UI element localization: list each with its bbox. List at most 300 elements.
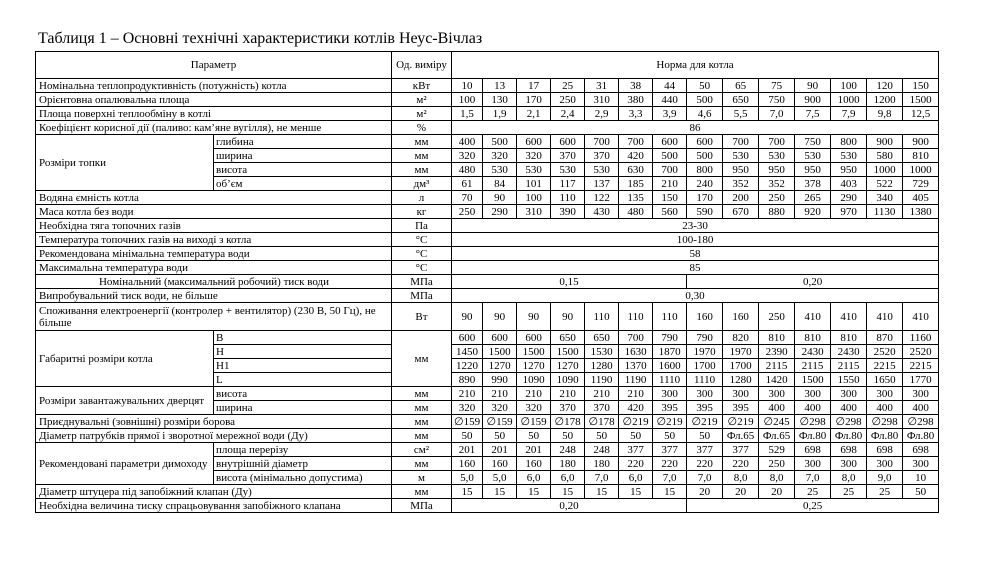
value-cell: 13 — [483, 79, 517, 93]
value-cell: 1,5 — [452, 107, 483, 121]
value-cell: 6,0 — [551, 471, 585, 485]
value-cell: 1500 — [517, 345, 551, 359]
value-cell: 320 — [452, 401, 483, 415]
table-row — [36, 331, 939, 345]
param-label: Номінальна теплопродуктивність (потужність) котла — [36, 79, 392, 93]
value-cell: 25 — [867, 485, 903, 499]
value-cell: 7,0 — [759, 107, 795, 121]
value-cell: 170 — [687, 191, 723, 205]
value-cell: 320 — [517, 401, 551, 415]
table-row — [36, 191, 939, 205]
param-sub-label: B — [214, 331, 392, 345]
value-cell: 1090 — [517, 373, 551, 387]
value-cell: 2430 — [795, 345, 831, 359]
value-cell: 395 — [723, 401, 759, 415]
table-row — [36, 303, 939, 331]
value-cell: 2115 — [759, 359, 795, 373]
value-cell: 160 — [483, 457, 517, 471]
value-cell: ∅219 — [687, 415, 723, 429]
value-cell: 530 — [585, 163, 619, 177]
value-cell: 1380 — [903, 205, 939, 219]
value-cell: 1600 — [653, 359, 687, 373]
value-cell: 2215 — [903, 359, 939, 373]
value-cell: 370 — [585, 401, 619, 415]
value-cell: 90 — [551, 303, 585, 331]
value-cell: 650 — [585, 331, 619, 345]
merged-value-cell: 0,20 — [452, 499, 687, 513]
value-cell: 650 — [551, 331, 585, 345]
param-sub-label: H1 — [214, 359, 392, 373]
value-cell: ∅219 — [619, 415, 653, 429]
value-cell: 300 — [867, 387, 903, 401]
value-cell: 50 — [517, 429, 551, 443]
value-cell: 100 — [517, 191, 551, 205]
table-row — [36, 443, 939, 457]
table-row — [36, 485, 939, 499]
value-cell: 2520 — [903, 345, 939, 359]
value-cell: 75 — [759, 79, 795, 93]
value-cell: 220 — [619, 457, 653, 471]
value-cell: 6,0 — [517, 471, 551, 485]
value-cell: 1280 — [723, 373, 759, 387]
value-cell: 790 — [653, 331, 687, 345]
value-cell: 50 — [452, 429, 483, 443]
value-cell: 400 — [831, 401, 867, 415]
value-cell: 900 — [795, 93, 831, 107]
value-cell: 600 — [452, 331, 483, 345]
value-cell: 100 — [452, 93, 483, 107]
param-sub-label: висота — [214, 163, 392, 177]
value-cell: 15 — [585, 485, 619, 499]
value-cell: 630 — [619, 163, 653, 177]
value-cell: 1970 — [723, 345, 759, 359]
value-cell: 17 — [517, 79, 551, 93]
value-cell: 1630 — [619, 345, 653, 359]
value-cell: 101 — [517, 177, 551, 191]
value-cell: 480 — [452, 163, 483, 177]
value-cell: 440 — [653, 93, 687, 107]
value-cell: 50 — [551, 429, 585, 443]
value-cell: 870 — [867, 331, 903, 345]
value-cell: 110 — [551, 191, 585, 205]
value-cell: 950 — [759, 163, 795, 177]
param-sub-label: глибина — [214, 135, 392, 149]
value-cell: 90 — [483, 191, 517, 205]
unit-cell: дм³ — [392, 177, 452, 191]
merged-value-cell: 86 — [452, 121, 939, 135]
value-cell: 1500 — [795, 373, 831, 387]
unit-cell: °С — [392, 247, 452, 261]
value-cell: 1500 — [551, 345, 585, 359]
param-sub-label: ширина — [214, 149, 392, 163]
value-cell: 1200 — [867, 93, 903, 107]
value-cell: 403 — [831, 177, 867, 191]
value-cell: 300 — [867, 457, 903, 471]
value-cell: 600 — [687, 135, 723, 149]
unit-cell: м — [392, 471, 452, 485]
value-cell: 38 — [619, 79, 653, 93]
value-cell: 135 — [619, 191, 653, 205]
param-label: Площа поверхні теплообміну в котлі — [36, 107, 392, 121]
unit-cell: МПа — [392, 499, 452, 513]
table-row — [36, 387, 939, 401]
value-cell: 300 — [723, 387, 759, 401]
value-cell: 44 — [653, 79, 687, 93]
value-cell: 600 — [517, 331, 551, 345]
param-group-label: Рекомендовані параметри димоходу — [36, 443, 214, 485]
merged-value-cell: 0,20 — [687, 275, 939, 289]
value-cell: 377 — [723, 443, 759, 457]
value-cell: 522 — [867, 177, 903, 191]
value-cell: 300 — [795, 457, 831, 471]
value-cell: 210 — [452, 387, 483, 401]
value-cell: 185 — [619, 177, 653, 191]
param-label: Максимальна температура води — [36, 261, 392, 275]
value-cell: ∅298 — [831, 415, 867, 429]
value-cell: 300 — [687, 387, 723, 401]
value-cell: 790 — [687, 331, 723, 345]
value-cell: 990 — [483, 373, 517, 387]
unit-cell: мм — [392, 485, 452, 499]
value-cell: 370 — [551, 401, 585, 415]
value-cell: 1000 — [867, 163, 903, 177]
value-cell: 700 — [619, 135, 653, 149]
param-group-label: Розміри топки — [36, 135, 214, 191]
value-cell: 410 — [831, 303, 867, 331]
value-cell: 380 — [619, 93, 653, 107]
value-cell: 50 — [483, 429, 517, 443]
value-cell: 560 — [653, 205, 687, 219]
value-cell: 15 — [551, 485, 585, 499]
value-cell: 950 — [795, 163, 831, 177]
value-cell: 7,5 — [795, 107, 831, 121]
value-cell: 210 — [517, 387, 551, 401]
value-cell: 15 — [483, 485, 517, 499]
value-cell: 201 — [452, 443, 483, 457]
value-cell: 8,0 — [831, 471, 867, 485]
value-cell: 700 — [723, 135, 759, 149]
table-row — [36, 429, 939, 443]
value-cell: 137 — [585, 177, 619, 191]
value-cell: 500 — [687, 149, 723, 163]
table-row — [36, 233, 939, 247]
value-cell: Фл.65 — [759, 429, 795, 443]
value-cell: 1500 — [903, 93, 939, 107]
value-cell: 600 — [483, 331, 517, 345]
merged-value-cell: 0,15 — [452, 275, 687, 289]
value-cell: 950 — [723, 163, 759, 177]
unit-header: Од. виміру — [392, 52, 452, 79]
value-cell: 1190 — [619, 373, 653, 387]
value-cell: Фл.80 — [903, 429, 939, 443]
value-cell: 50 — [653, 429, 687, 443]
value-cell: 530 — [723, 149, 759, 163]
value-cell: 20 — [723, 485, 759, 499]
value-cell: 890 — [452, 373, 483, 387]
param-label: Водяна ємність котла — [36, 191, 392, 205]
value-cell: 2,4 — [551, 107, 585, 121]
value-cell: 410 — [903, 303, 939, 331]
value-cell: 300 — [831, 387, 867, 401]
value-cell: 2215 — [867, 359, 903, 373]
value-cell: 1370 — [619, 359, 653, 373]
param-sub-label: висота (мінімально допустима) — [214, 471, 392, 485]
unit-cell: % — [392, 121, 452, 135]
value-cell: 250 — [759, 303, 795, 331]
unit-cell: мм — [392, 415, 452, 429]
param-label: Приєднувальні (зовнішні) розміри борова — [36, 415, 392, 429]
value-cell: 698 — [903, 443, 939, 457]
value-cell: 15 — [619, 485, 653, 499]
value-cell: 1270 — [483, 359, 517, 373]
value-cell: 700 — [653, 163, 687, 177]
value-cell: ∅159 — [483, 415, 517, 429]
value-cell: 2520 — [867, 345, 903, 359]
value-cell: 210 — [619, 387, 653, 401]
table-row — [36, 275, 939, 289]
value-cell: 10 — [903, 471, 939, 485]
unit-cell: мм — [392, 401, 452, 415]
value-cell: 2430 — [831, 345, 867, 359]
value-cell: 2,1 — [517, 107, 551, 121]
value-cell: 320 — [483, 401, 517, 415]
value-cell: Фл.80 — [795, 429, 831, 443]
value-cell: 50 — [687, 79, 723, 93]
value-cell: 12,5 — [903, 107, 939, 121]
value-cell: 2115 — [831, 359, 867, 373]
value-cell: 650 — [723, 93, 759, 107]
value-cell: 25 — [795, 485, 831, 499]
value-cell: 900 — [903, 135, 939, 149]
value-cell: 2390 — [759, 345, 795, 359]
value-cell: 84 — [483, 177, 517, 191]
value-cell: 160 — [517, 457, 551, 471]
value-cell: 698 — [795, 443, 831, 457]
value-cell: 370 — [551, 149, 585, 163]
value-cell: 1190 — [585, 373, 619, 387]
value-cell: 1220 — [452, 359, 483, 373]
value-cell: 122 — [585, 191, 619, 205]
unit-cell: кг — [392, 205, 452, 219]
value-cell: 700 — [759, 135, 795, 149]
value-cell: 1700 — [723, 359, 759, 373]
value-cell: 210 — [483, 387, 517, 401]
param-label: Необхідна величина тиску спрацьовування запобіжного клапана — [36, 499, 392, 513]
value-cell: 170 — [517, 93, 551, 107]
value-cell: 500 — [483, 135, 517, 149]
value-cell: 220 — [723, 457, 759, 471]
value-cell: 1970 — [687, 345, 723, 359]
norm-header: Норма для котла — [452, 52, 939, 79]
value-cell: 1280 — [585, 359, 619, 373]
value-cell: 377 — [687, 443, 723, 457]
value-cell: 300 — [795, 387, 831, 401]
value-cell: 300 — [831, 457, 867, 471]
value-cell: ∅219 — [723, 415, 759, 429]
value-cell: 5,5 — [723, 107, 759, 121]
value-cell: 700 — [619, 331, 653, 345]
value-cell: 250 — [759, 191, 795, 205]
value-cell: 1130 — [867, 205, 903, 219]
value-cell: 700 — [585, 135, 619, 149]
value-cell: 920 — [795, 205, 831, 219]
value-cell: 410 — [867, 303, 903, 331]
value-cell: 530 — [517, 163, 551, 177]
value-cell: 220 — [687, 457, 723, 471]
value-cell: 480 — [619, 205, 653, 219]
value-cell: 150 — [903, 79, 939, 93]
merged-value-cell: 0,25 — [687, 499, 939, 513]
param-sub-label: ширина — [214, 401, 392, 415]
value-cell: 160 — [723, 303, 759, 331]
value-cell: 820 — [723, 331, 759, 345]
param-label: Споживання електроенергії (контролер + вентилятор) (230 В, 50 Гц), не більше — [36, 303, 392, 331]
value-cell: 210 — [585, 387, 619, 401]
value-cell: 15 — [653, 485, 687, 499]
value-cell: 110 — [619, 303, 653, 331]
value-cell: 290 — [483, 205, 517, 219]
value-cell: Фл.65 — [723, 429, 759, 443]
unit-cell: мм — [392, 457, 452, 471]
value-cell: 130 — [483, 93, 517, 107]
value-cell: 377 — [619, 443, 653, 457]
value-cell: ∅178 — [551, 415, 585, 429]
unit-cell: МПа — [392, 289, 452, 303]
merged-value-cell: 23-30 — [452, 219, 939, 233]
value-cell: 50 — [687, 429, 723, 443]
value-cell: 90 — [452, 303, 483, 331]
value-cell: 70 — [452, 191, 483, 205]
value-cell: Фл.80 — [867, 429, 903, 443]
value-cell: 1110 — [687, 373, 723, 387]
table-row — [36, 79, 939, 93]
value-cell: 120 — [867, 79, 903, 93]
value-cell: 810 — [795, 331, 831, 345]
value-cell: 50 — [619, 429, 653, 443]
value-cell: 300 — [653, 387, 687, 401]
value-cell: 530 — [831, 149, 867, 163]
value-cell: 201 — [517, 443, 551, 457]
param-sub-label: L — [214, 373, 392, 387]
unit-cell: Вт — [392, 303, 452, 331]
value-cell: 500 — [653, 149, 687, 163]
value-cell: 750 — [759, 93, 795, 107]
value-cell: 240 — [687, 177, 723, 191]
value-cell: 6,0 — [619, 471, 653, 485]
value-cell: 7,9 — [831, 107, 867, 121]
value-cell: 400 — [867, 401, 903, 415]
param-sub-label: площа перерізу — [214, 443, 392, 457]
value-cell: 670 — [723, 205, 759, 219]
param-label: Температура топочних газів на виході з котла — [36, 233, 392, 247]
value-cell: 110 — [653, 303, 687, 331]
table-row — [36, 247, 939, 261]
unit-cell: кВт — [392, 79, 452, 93]
unit-cell: °С — [392, 261, 452, 275]
param-group-label: Габаритні розміри котла — [36, 331, 214, 387]
param-sub-label: H — [214, 345, 392, 359]
value-cell: 810 — [903, 149, 939, 163]
value-cell: 1550 — [831, 373, 867, 387]
value-cell: 352 — [723, 177, 759, 191]
value-cell: 1700 — [687, 359, 723, 373]
value-cell: 1870 — [653, 345, 687, 359]
value-cell: 8,0 — [759, 471, 795, 485]
value-cell: 698 — [867, 443, 903, 457]
value-cell: 530 — [551, 163, 585, 177]
value-cell: 420 — [619, 401, 653, 415]
specs-table — [35, 51, 939, 513]
value-cell: ∅298 — [795, 415, 831, 429]
value-cell: 800 — [831, 135, 867, 149]
param-label: Орієнтовна опалювальна площа — [36, 93, 392, 107]
value-cell: 248 — [551, 443, 585, 457]
value-cell: Фл.80 — [831, 429, 867, 443]
value-cell: 180 — [551, 457, 585, 471]
value-cell: 7,0 — [585, 471, 619, 485]
value-cell: 580 — [867, 149, 903, 163]
value-cell: 600 — [551, 135, 585, 149]
value-cell: 9,8 — [867, 107, 903, 121]
value-cell: 529 — [759, 443, 795, 457]
value-cell: 20 — [687, 485, 723, 499]
value-cell: 400 — [759, 401, 795, 415]
value-cell: 250 — [551, 93, 585, 107]
unit-cell: м² — [392, 93, 452, 107]
value-cell: 3,9 — [653, 107, 687, 121]
value-cell: 590 — [687, 205, 723, 219]
param-label: Номінальний (максимальний робочий) тиск води — [36, 275, 392, 289]
value-cell: 810 — [759, 331, 795, 345]
value-cell: 530 — [795, 149, 831, 163]
value-cell: 65 — [723, 79, 759, 93]
value-cell: 31 — [585, 79, 619, 93]
value-cell: 265 — [795, 191, 831, 205]
value-cell: 395 — [653, 401, 687, 415]
value-cell: 90 — [483, 303, 517, 331]
value-cell: 15 — [452, 485, 483, 499]
param-label: Необхідна тяга топочних газів — [36, 219, 392, 233]
value-cell: 320 — [483, 149, 517, 163]
value-cell: 1000 — [903, 163, 939, 177]
value-cell: 405 — [903, 191, 939, 205]
value-cell: 300 — [903, 457, 939, 471]
value-cell: 400 — [452, 135, 483, 149]
value-cell: 420 — [619, 149, 653, 163]
value-cell: 210 — [653, 177, 687, 191]
value-cell: 370 — [585, 149, 619, 163]
value-cell: 7,0 — [653, 471, 687, 485]
value-cell: 800 — [687, 163, 723, 177]
value-cell: 1650 — [867, 373, 903, 387]
value-cell: 1500 — [483, 345, 517, 359]
value-cell: 310 — [517, 205, 551, 219]
value-cell: 750 — [795, 135, 831, 149]
table-row — [36, 261, 939, 275]
param-sub-label: висота — [214, 387, 392, 401]
unit-cell: мм — [392, 149, 452, 163]
param-label: Рекомендована мінімальна температура води — [36, 247, 392, 261]
table-row — [36, 135, 939, 149]
unit-cell: мм — [392, 135, 452, 149]
value-cell: 25 — [551, 79, 585, 93]
value-cell: 1270 — [551, 359, 585, 373]
unit-cell: мм — [392, 429, 452, 443]
value-cell: 2,9 — [585, 107, 619, 121]
value-cell: 100 — [831, 79, 867, 93]
value-cell: 110 — [585, 303, 619, 331]
value-cell: 1000 — [831, 93, 867, 107]
